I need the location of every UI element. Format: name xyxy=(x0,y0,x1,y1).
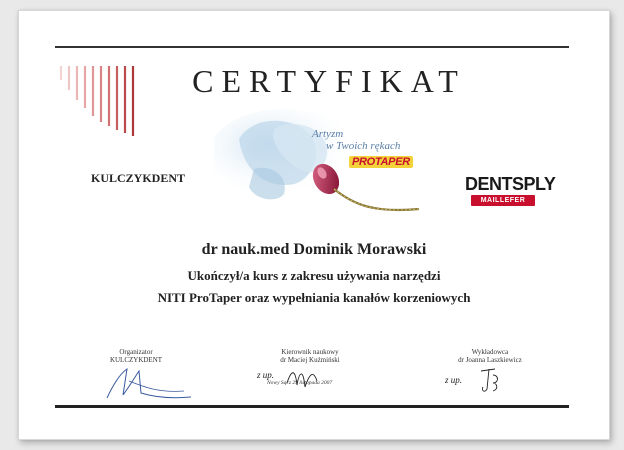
slogan-line2: w Twoich rękach xyxy=(326,140,401,152)
signature-organizer xyxy=(91,348,181,364)
organizer-brand: KULCZYKDENT xyxy=(91,171,186,185)
handwritten-signature-organizer xyxy=(99,363,199,403)
certificate-title: CERTYFIKAT xyxy=(192,63,466,99)
signature-name: KULCZYKDENT xyxy=(109,356,163,364)
signature-role: Wykładowca xyxy=(471,348,509,356)
signature-name: dr Joanna Laszkiewicz xyxy=(458,356,522,364)
place-date: Nowy Sącz 29 listopada 2007 xyxy=(267,380,333,386)
slogan-line1: Artyzm xyxy=(312,128,344,140)
signature-lecturer xyxy=(435,348,545,364)
dentsply-logo: DENTSPLY xyxy=(465,174,556,194)
top-rule xyxy=(55,46,569,48)
protaper-instrument-illustration xyxy=(214,109,454,219)
statement-line-1: Ukończył/a kurs z zakresu używania narzędzi xyxy=(187,268,441,283)
handwritten-signature-scientific-head xyxy=(283,363,323,393)
recipient-name: dr nauk.med Dominik Morawski xyxy=(201,241,427,258)
bottom-rule xyxy=(55,405,569,408)
signature-role: Kierownik naukowy xyxy=(281,348,339,356)
handwritten-note: z up. xyxy=(445,375,463,385)
statement-line-2: NITI ProTaper oraz wypełniania kanałów korzeniowych xyxy=(157,290,471,305)
handwritten-note: z up. xyxy=(257,370,275,380)
handwritten-signature-lecturer xyxy=(475,365,505,395)
protaper-logo: PROTAPER xyxy=(349,156,413,168)
signature-scientific-head xyxy=(255,348,365,364)
slogan xyxy=(312,128,452,152)
signature-role: Organizator xyxy=(119,348,153,356)
certificate-paper xyxy=(18,10,610,440)
maillefer-logo: MAILLEFER xyxy=(471,195,535,206)
signature-name: dr Maciej Kuźmiński xyxy=(280,356,340,364)
stripes-decoration xyxy=(59,66,139,136)
